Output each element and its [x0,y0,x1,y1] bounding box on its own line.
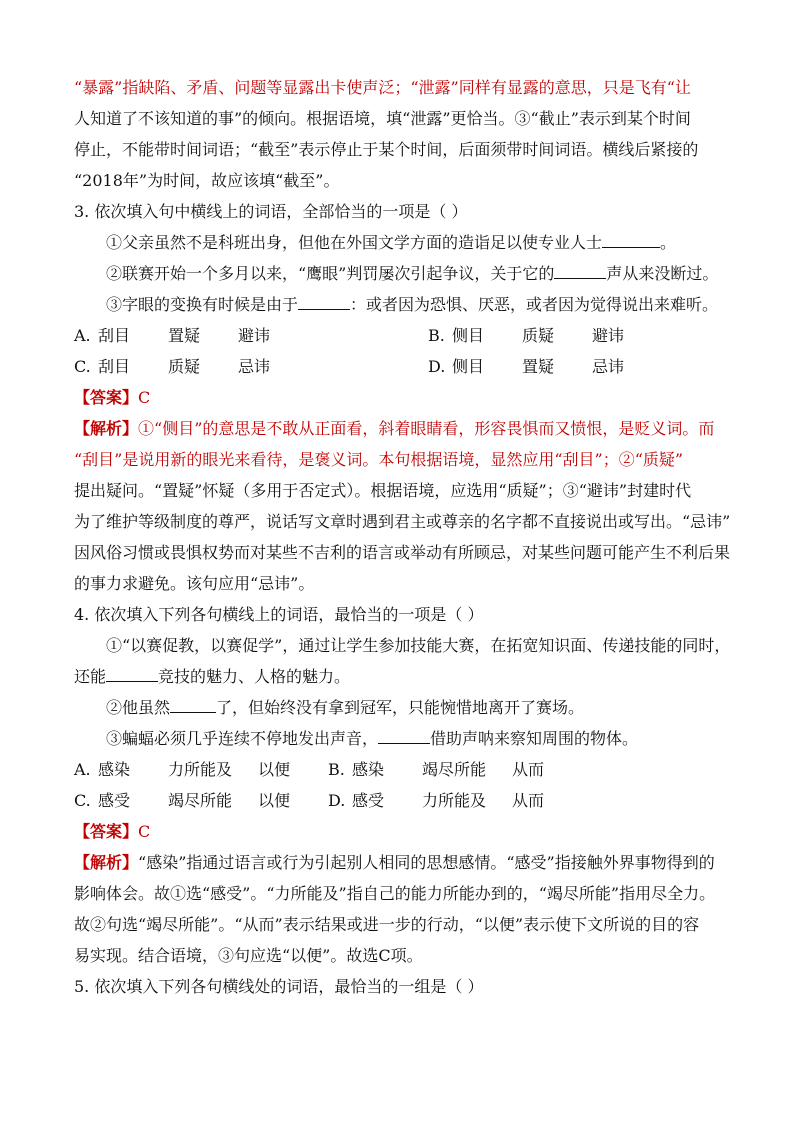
q3-option-a-letter: A. [74,326,91,345]
q4-option-c-letter: C. [74,791,91,810]
q3-answer-label: 【答案】 [74,388,139,407]
q3-s1-end: 。 [660,233,677,252]
q4-option-a-word-2: 力所能及 [168,760,233,779]
q4-option-b-word-1: 感染 [352,760,385,779]
q4-sentence-1: ①“以赛促教，以赛促学”，通过让学生参加技能大赛，在拓宽知识面、传递技能的同时， [106,636,731,655]
q4-option-c-word-1: 感受 [98,791,131,810]
q4-options-row-1 [74,754,734,785]
q4-answer [74,816,734,847]
q3-analysis-line-1: “刮目”是说用新的眼光来看待，是褒义词。本句根据语境，显然应用“刮目”；②“质疑” [74,450,684,469]
q3-s3-blank [298,291,350,310]
q3-option-d-word-2: 置疑 [522,357,555,376]
q4-option-a-letter: A. [74,760,91,779]
q3-answer [74,382,734,413]
q4-s2-blank [170,694,216,713]
q4-options-row-2 [74,785,734,816]
q3-analysis-line-5: 的事力求避免。该句应用“忌讳”。 [74,574,315,593]
q3-s2-end: 声从来没断过。 [606,264,719,283]
q3-options-row-1 [74,320,734,351]
q4-answer-label: 【答案】 [74,822,139,841]
q4-option-c-word-3: 以便 [258,791,291,810]
intro-line-1: “暴露”指缺陷、矛盾、问题等显露出卡使声泛；“泄露”同样有显露的意思，只是飞有“让 [74,78,691,97]
q3-answer-value: C [138,388,151,407]
q4-analysis-line-1: 影响体会。故①选“感受”。“力所能及”指自己的能力所能办到的，“竭尽所能”指用尽全力。 [74,884,716,903]
intro-line-2: 人知道了不该知道的事”的倾向。根据语境，填“泄露”更恰当。③“截止”表示到某个时间 [74,109,691,128]
q4-analysis-label: 【解析】 [74,853,139,872]
q3-s1-text: ①父亲虽然不是科班出身，但他在外国文学方面的造诣足以使专业人士 [106,233,603,252]
q3-option-c-word-3: 忌讳 [238,357,271,376]
q4-s2-text: ②他虽然 [106,698,171,717]
q4-sentence-1-cont [74,661,734,692]
q4-s1-text: 还能 [74,667,107,686]
intro-line-4: “2018年”为时间，故应该填“截至”。 [74,171,340,190]
q3-analysis-text-0: ①“侧目”的意思是不敢从正面看，斜着眼睛看，形容畏惧而又愤恨，是贬义词。而 [138,419,715,438]
q3-analysis-line-4: 因风俗习惯或畏惧权势而对某些不吉利的语言或举动有所顾忌，对某些问题可能产生不利后果 [74,543,731,562]
q3-option-a-word-3: 避讳 [238,326,271,345]
q4-s1-blank [106,663,158,682]
q3-options-row-2 [74,351,734,382]
q4-s2-end: 了，但始终没有拿到冠军，只能惋惜地离开了赛场。 [216,698,585,717]
q4-s1-end: 竞技的魅力、人格的魅力。 [158,667,351,686]
q3-option-b-letter: B. [428,326,445,345]
q4-option-d-letter: D. [328,791,346,810]
q4-analysis-line-2: 故②句选“竭尽所能”。“从而”表示结果或进一步的行动，“以便”表示使下文所说的目的容 [74,915,700,934]
q4-sentence-3 [74,723,734,754]
q3-option-b-word-2: 质疑 [522,326,555,345]
q4-option-a-word-3: 以便 [258,760,291,779]
q3-option-c-word-2: 质疑 [168,357,201,376]
q4-analysis-text-0: “感染”指通过语言或行为引起别人相同的思想感情。“感受”指接触外界事物得到的 [138,853,715,872]
q3-option-b-word-3: 避讳 [592,326,625,345]
q4-s3-blank [378,725,430,744]
q4-option-b-letter: B. [328,760,345,779]
q4-option-d-word-1: 感受 [352,791,385,810]
document-content [74,72,734,1002]
q3-analysis-line-0 [74,413,734,444]
q3-s1-blank [602,229,660,248]
q3-s3-end: ：或者因为恐惧、厌恶，或者因为觉得说出来难听。 [350,295,719,314]
q3-sentence-1 [74,227,734,258]
q4-s3-text: ③蝙蝠必须几乎连续不停地发出声音， [106,729,379,748]
q4-sentence-2 [74,692,734,723]
intro-line-3: 停止，不能带时间词语；“截至”表示停止于某个时间，后面须带时间词语。横线后紧接的 [74,140,699,159]
q3-option-a-word-2: 置疑 [168,326,201,345]
q4-option-d-word-3: 从而 [512,791,545,810]
q5-stem: 5. 依次填入下列各句横线处的词语，最恰当的一组是（ ） [74,977,484,996]
q4-analysis-line-0 [74,847,734,878]
q3-sentence-3 [74,289,734,320]
q3-option-b-word-1: 侧目 [452,326,485,345]
q4-answer-value: C [138,822,151,841]
q4-analysis-line-3: 易实现。结合语境，③句应选“以便”。故选C项。 [74,946,423,965]
q4-stem: 4. 依次填入下列各句横线上的词语，最恰当的一项是（ ） [74,605,484,624]
q3-option-d-word-3: 忌讳 [592,357,625,376]
q4-s3-end: 借助声呐来察知周围的物体。 [430,729,639,748]
q3-sentence-2 [74,258,734,289]
q3-option-d-letter: D. [428,357,446,376]
q3-option-d-word-1: 侧目 [452,357,485,376]
q3-option-c-letter: C. [74,357,91,376]
q3-s2-blank [554,260,606,279]
q3-s2-text: ②联赛开始一个多月以来，“鹰眼”判罚屡次引起争议，关于它的 [106,264,555,283]
q3-option-a-word-1: 刮目 [98,326,131,345]
q3-analysis-line-2: 提出疑问。“置疑”怀疑（多用于否定式）。根据语境，应选用“质疑”；③“避讳”封建时代 [74,481,692,500]
q3-analysis-label: 【解析】 [74,419,139,438]
q4-option-b-word-3: 从而 [512,760,545,779]
q4-option-a-word-1: 感染 [98,760,131,779]
q3-option-c-word-1: 刮目 [98,357,131,376]
q3-s3-text: ③字眼的变换有时候是由于 [106,295,299,314]
q4-option-c-word-2: 竭尽所能 [168,791,233,810]
q4-option-d-word-2: 力所能及 [422,791,487,810]
q4-option-b-word-2: 竭尽所能 [422,760,487,779]
q3-analysis-line-3: 为了维护等级制度的尊严，说话写文章时遇到君主或尊亲的名字都不直接说出或写出。“忌讳” [74,512,731,531]
q3-stem: 3. 依次填入句中横线上的词语，全部恰当的一项是（ ） [74,202,468,221]
